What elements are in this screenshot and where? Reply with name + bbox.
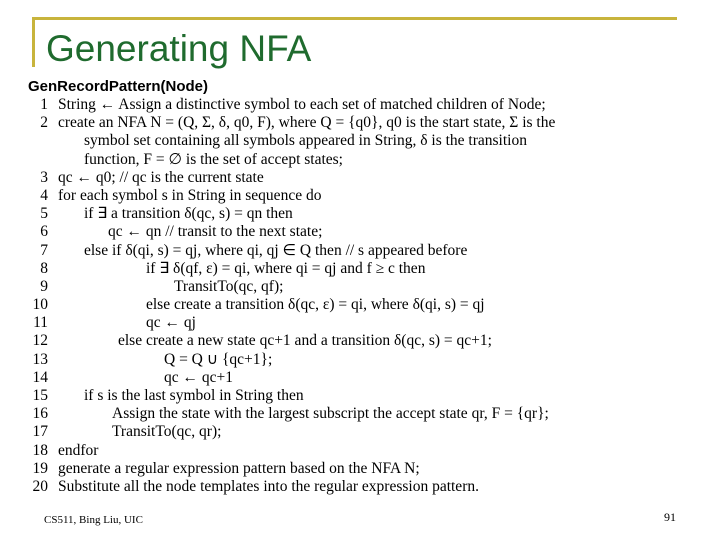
line-number: 17 <box>32 423 48 441</box>
algorithm-line <box>28 405 708 423</box>
line-number: 13 <box>32 350 48 368</box>
line-text: TransitTo(qc, qf); <box>174 277 284 295</box>
line-number: 7 <box>40 241 48 259</box>
algorithm-line <box>28 114 708 132</box>
line-text: TransitTo(qc, qr); <box>112 423 222 441</box>
line-text: Assign the state with the largest subscript the accept state qr, F = {qr}; <box>112 405 549 423</box>
algorithm-line <box>28 314 708 332</box>
algorithm-line <box>28 296 708 314</box>
algorithm-line <box>28 169 708 187</box>
line-text: generate a regular expression pattern based on the NFA N; <box>58 459 420 477</box>
line-text: Q = Q ∪ {qc+1}; <box>164 350 273 368</box>
line-text: if ∃ δ(qf, ε) = qi, where qi = qj and f ≥ c then <box>146 259 426 277</box>
line-number: 6 <box>40 223 48 241</box>
line-text: endfor <box>58 441 99 459</box>
line-text: if s is the last symbol in String then <box>84 387 304 404</box>
line-text: function, F = ∅ is the set of accept states; <box>84 150 343 168</box>
algorithm-signature: GenRecordPattern(Node) <box>28 78 209 95</box>
algorithm-line <box>28 478 708 496</box>
line-number: 18 <box>32 441 48 459</box>
algorithm-line <box>28 369 708 387</box>
line-text: else if δ(qi, s) = qj, where qi, qj ∈ Q then // s appeared before <box>84 241 468 259</box>
line-number: 8 <box>40 259 48 277</box>
title-frame-top-rule <box>32 17 677 20</box>
line-text: for each symbol s in String in sequence do <box>58 186 322 204</box>
algorithm-line <box>28 132 708 150</box>
algorithm-line <box>28 442 708 460</box>
line-text: qc ← qj <box>146 314 196 332</box>
line-number: 15 <box>32 387 48 404</box>
line-number: 4 <box>40 186 48 204</box>
line-text: else create a new state qc+1 and a transition δ(qc, s) = qc+1; <box>118 332 492 350</box>
algorithm-line <box>28 96 708 114</box>
line-text: Substitute all the node templates into the regular expression pattern. <box>58 477 479 495</box>
title-frame-left-rule <box>32 17 35 67</box>
line-number: 3 <box>40 168 48 186</box>
line-text: symbol set containing all symbols appeared in String, δ is the transition <box>84 132 527 150</box>
algorithm-line <box>28 187 708 205</box>
algorithm-line <box>28 242 708 260</box>
algorithm-line <box>28 351 708 369</box>
algorithm-line <box>28 460 708 478</box>
algorithm-line <box>28 151 708 169</box>
footer-course-credit: CS511, Bing Liu, UIC <box>44 514 143 526</box>
algorithm-line <box>28 423 708 441</box>
line-number: 1 <box>40 96 48 113</box>
slide-title: Generating NFA <box>46 28 312 69</box>
line-text: create an NFA N = (Q, Σ, δ, q0, F), where Q = {q0}, q0 is the start state, Σ is the <box>58 114 556 132</box>
line-number: 16 <box>32 405 48 423</box>
algorithm-line <box>28 205 708 223</box>
algorithm-line <box>28 223 708 241</box>
line-number: 9 <box>40 277 48 295</box>
line-text: qc ← qc+1 <box>164 368 234 386</box>
algorithm-line <box>28 387 708 405</box>
line-number: 14 <box>32 368 48 386</box>
line-number: 19 <box>32 459 48 477</box>
line-text: else create a transition δ(qc, ε) = qi, where δ(qi, s) = qj <box>146 296 485 314</box>
line-number: 11 <box>33 314 48 332</box>
algorithm-line <box>28 278 708 296</box>
line-number: 10 <box>32 296 48 314</box>
algorithm-line <box>28 332 708 350</box>
line-number: 2 <box>40 114 48 132</box>
line-text: String ← Assign a distinctive symbol to each set of matched children of Node; <box>58 96 546 113</box>
algorithm-line <box>28 260 708 278</box>
page-number: 91 <box>664 510 676 524</box>
line-text: qc ← q0; // qc is the current state <box>58 168 264 186</box>
line-number: 5 <box>40 205 48 223</box>
line-number: 12 <box>32 332 48 350</box>
line-text: qc ← qn // transit to the next state; <box>108 223 323 241</box>
line-text: if ∃ a transition δ(qc, s) = qn then <box>84 205 293 223</box>
line-number: 20 <box>32 477 48 495</box>
algorithm-listing <box>28 78 708 496</box>
